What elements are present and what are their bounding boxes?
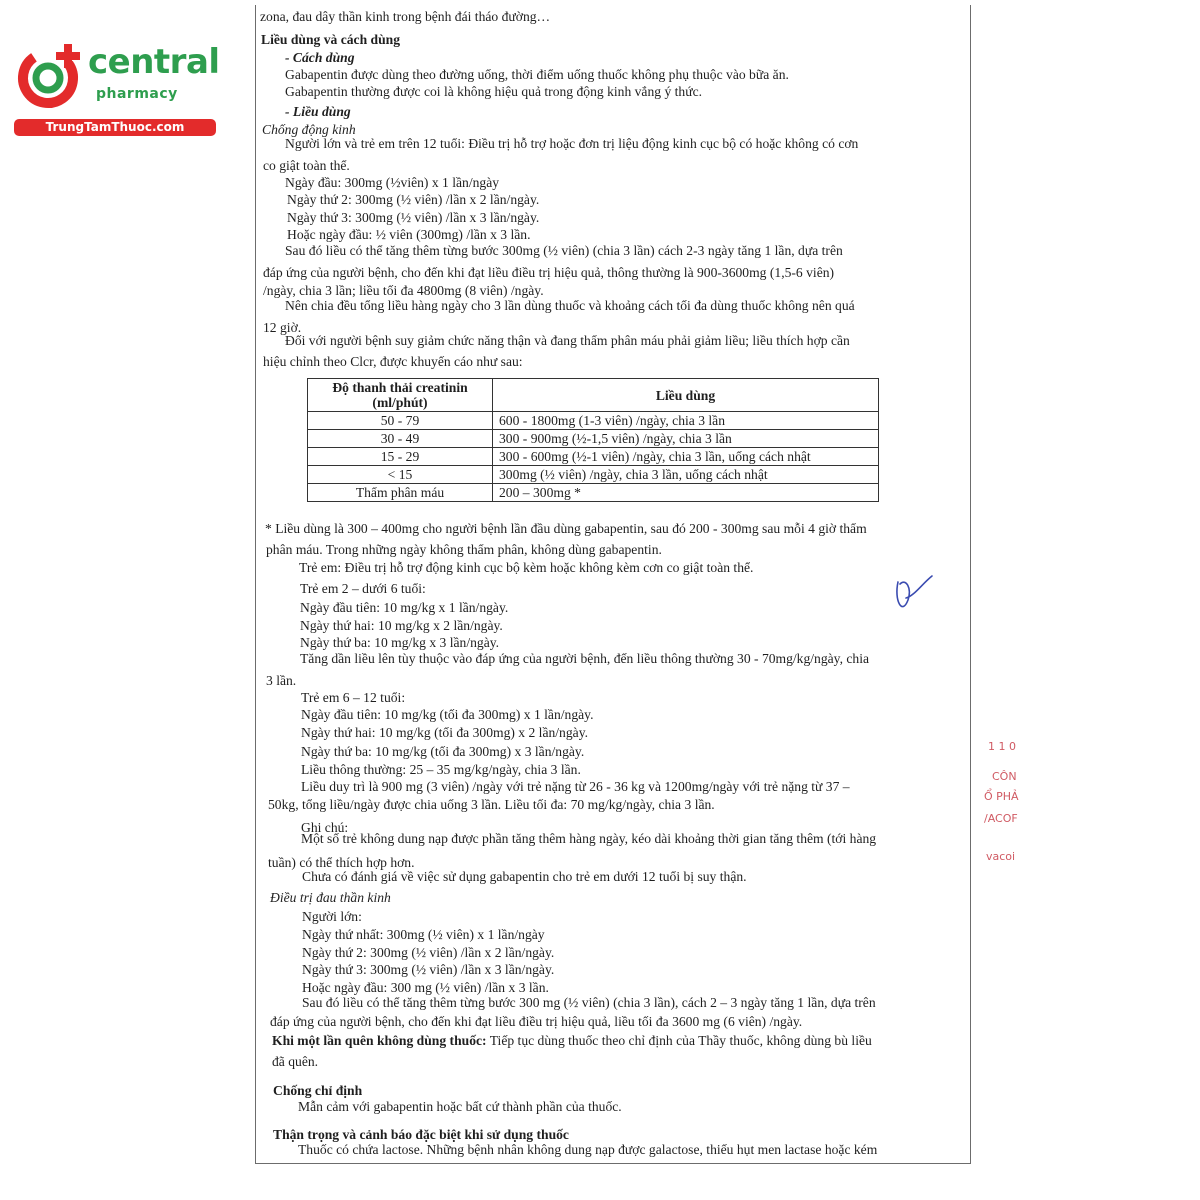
- section-heading-dosage: Liều dùng và cách dùng: [261, 32, 401, 47]
- signature-mark: [888, 570, 948, 620]
- doc-line: đáp ứng của người bệnh, cho đến khi đạt liều điều trị hiệu quả, liều tối đa 3600 mg (6 viên) /ngày.: [270, 1014, 803, 1029]
- doc-line: 50kg, tổng liều/ngày được chia uống 3 lần. Liều tối đa: 70 mg/kg/ngày, chia 3 lần.: [268, 797, 715, 812]
- table-header-dose: Liều dùng: [493, 379, 879, 412]
- logo-url-banner[interactable]: TrungTamThuoc.com: [14, 119, 216, 136]
- table-header-row: [308, 379, 879, 412]
- doc-line: tuần) có thể thích hợp hơn.: [268, 855, 415, 870]
- table-row: [308, 412, 879, 430]
- table-cell-dose: 300 - 600mg (½-1 viên) /ngày, chia 3 lần, uống cách nhật: [493, 448, 879, 466]
- doc-line: Liều thông thường: 25 – 35 mg/kg/ngày, chia 3 lần.: [301, 762, 581, 777]
- doc-line: Hoặc ngày đầu: ½ viên (300mg) /lần x 3 lần.: [287, 227, 531, 242]
- stamp-text: /ACOF: [984, 812, 1018, 825]
- table-cell-dose: 300 - 900mg (½-1,5 viên) /ngày, chia 3 lần: [493, 430, 879, 448]
- doc-line: Sau đó liều có thể tăng thêm từng bước 300mg (½ viên) (chia 3 lần) cách 2-3 ngày tăng 1 lần, dựa trên: [285, 243, 843, 258]
- doc-line: /ngày, chia 3 lần; liều tối đa 4800mg (8 viên) /ngày.: [263, 283, 544, 298]
- doc-line: Ngày đầu: 300mg (½viên) x 1 lần/ngày: [285, 175, 500, 190]
- doc-line: Ngày thứ ba: 10 mg/kg x 3 lần/ngày.: [300, 635, 500, 650]
- table-row: [308, 430, 879, 448]
- doc-line: đáp ứng của người bệnh, cho đến khi đạt liều điều trị hiệu quả, thông thường là 900-3600mg (1,5-6 viên): [263, 265, 835, 280]
- creatinine-clearance-table: [307, 378, 879, 502]
- stamp-text: vacoi: [986, 850, 1016, 863]
- doc-line: Gabapentin thường được coi là không hiệu quả trong động kinh vắng ý thức.: [285, 84, 703, 99]
- table-cell-crcl: 50 - 79: [308, 412, 493, 430]
- doc-line: co giật toàn thể.: [263, 158, 350, 173]
- table-cell-dose: 600 - 1800mg (1-3 viên) /ngày, chia 3 lần: [493, 412, 879, 430]
- subheading-dosage: - Liều dùng: [285, 104, 351, 119]
- doc-line: Ngày thứ 2: 300mg (½ viên) /lần x 2 lần/ngày.: [287, 192, 540, 207]
- company-stamp: [978, 600, 1018, 880]
- doc-line: đã quên.: [272, 1054, 319, 1069]
- doc-line: Ngày đầu tiên: 10 mg/kg (tối đa 300mg) x 1 lần/ngày.: [301, 707, 594, 722]
- doc-line: hiệu chỉnh theo Clcr, được khuyến cáo như sau:: [263, 354, 523, 369]
- missed-dose-heading: Khi một lần quên không dùng thuốc:: [272, 1033, 487, 1048]
- section-heading-contraindications: Chống chỉ định: [273, 1083, 363, 1098]
- logo-subtitle: pharmacy: [96, 86, 178, 102]
- logo-brand-name: central: [88, 42, 220, 82]
- doc-line: Thuốc có chứa lactose. Những bệnh nhân không dung nạp được galactose, thiếu hụt men lactase hoặc kém: [298, 1142, 878, 1157]
- table-row: [308, 484, 879, 502]
- missed-dose-text: Tiếp tục dùng thuốc theo chỉ định của Thầy thuốc, không dùng bù liều: [489, 1033, 872, 1048]
- doc-line: 12 giờ.: [263, 320, 302, 335]
- doc-line: Ngày thứ 3: 300mg (½ viên) /lần x 3 lần/ngày.: [302, 962, 555, 977]
- table-header-crcl: Độ thanh thải creatinin (ml/phút): [308, 379, 493, 412]
- central-c-logo-icon: [14, 40, 86, 112]
- doc-line: Trẻ em 2 – dưới 6 tuổi:: [300, 581, 426, 596]
- doc-line: Ngày thứ 3: 300mg (½ viên) /lần x 3 lần/ngày.: [287, 210, 540, 225]
- doc-line: 3 lần.: [266, 673, 297, 688]
- doc-line: phân máu. Trong những ngày không thẩm phân, không dùng gabapentin.: [266, 542, 662, 557]
- doc-line: Gabapentin được dùng theo đường uống, thời điểm uống thuốc không phụ thuộc vào bữa ăn.: [285, 67, 789, 82]
- subheading-anticonvulsant: Chống động kinh: [262, 122, 356, 137]
- stamp-text: 1 1 0: [988, 740, 1016, 753]
- table-cell-crcl: 15 - 29: [308, 448, 493, 466]
- doc-line: Trẻ em: Điều trị hỗ trợ động kinh cục bộ kèm hoặc không kèm cơn co giật toàn thể.: [299, 560, 754, 575]
- table-cell-dose: 200 – 300mg *: [493, 484, 879, 502]
- doc-line: zona, đau dây thần kinh trong bệnh đái tháo đường…: [260, 9, 551, 24]
- doc-line: Chưa có đánh giá về việc sử dụng gabapentin cho trẻ em dưới 12 tuổi bị suy thận.: [302, 869, 747, 884]
- doc-line: Liều duy trì là 900 mg (3 viên) /ngày với trẻ nặng từ 26 - 36 kg và 1200mg/ngày với trẻ nặng từ 37 –: [301, 779, 850, 794]
- table-cell-crcl: 30 - 49: [308, 430, 493, 448]
- doc-line: Ghi chú:: [301, 820, 349, 835]
- table-row: [308, 448, 879, 466]
- missed-dose-paragraph: [272, 1033, 872, 1049]
- stamp-text: CÔN: [992, 770, 1017, 783]
- doc-line: Sau đó liều có thể tăng thêm từng bước 300 mg (½ viên) (chia 3 lần), cách 2 – 3 ngày tăng 1 lần, dựa trên: [302, 995, 876, 1010]
- doc-line: Người lớn:: [302, 909, 362, 924]
- doc-line: Ngày thứ 2: 300mg (½ viên) /lần x 2 lần/ngày.: [302, 945, 555, 960]
- doc-line: Ngày thứ nhất: 300mg (½ viên) x 1 lần/ngày: [302, 927, 545, 942]
- doc-line: Ngày thứ ba: 10 mg/kg (tối đa 300mg) x 3 lần/ngày.: [301, 744, 585, 759]
- doc-line: Ngày đầu tiên: 10 mg/kg x 1 lần/ngày.: [300, 600, 509, 615]
- section-heading-precautions: Thận trọng và cảnh báo đặc biệt khi sử dụng thuốc: [273, 1127, 569, 1142]
- stamp-text: Ổ PHẢ: [984, 790, 1019, 803]
- doc-line: Tăng dần liều lên tùy thuộc vào đáp ứng của người bệnh, đến liều thông thường 30 - 70mg/kg/ngày, chia: [300, 651, 870, 666]
- table-cell-crcl: < 15: [308, 466, 493, 484]
- doc-line: Ngày thứ hai: 10 mg/kg x 2 lần/ngày.: [300, 618, 503, 633]
- doc-line: Ngày thứ hai: 10 mg/kg (tối đa 300mg) x 2 lần/ngày.: [301, 725, 589, 740]
- table-row: [308, 466, 879, 484]
- doc-line: Một số trẻ không dung nạp được phần tăng thêm hàng ngày, kéo dài khoảng thời gian tăng thêm (tới hàng: [301, 831, 877, 846]
- table-cell-dose: 300mg (½ viên) /ngày, chia 3 lần, uống cách nhật: [493, 466, 879, 484]
- subheading-neuropathic-pain: Điều trị đau thần kinh: [270, 890, 391, 905]
- table-cell-crcl: Thẩm phân máu: [308, 484, 493, 502]
- doc-line: Đối với người bệnh suy giảm chức năng thận và đang thẩm phân máu phải giảm liều; liều thích hợp cần: [285, 333, 850, 348]
- doc-line: Mẫn cảm với gabapentin hoặc bất cứ thành phần của thuốc.: [298, 1099, 622, 1114]
- doc-line: Hoặc ngày đầu: 300 mg (½ viên) /lần x 3 lần.: [302, 980, 549, 995]
- subheading-administration: - Cách dùng: [285, 50, 355, 65]
- doc-line: Trẻ em 6 – 12 tuổi:: [301, 690, 406, 705]
- doc-line: * Liều dùng là 300 – 400mg cho người bệnh lần đầu dùng gabapentin, sau đó 200 - 300mg sau mỗi 4 giờ thẩm: [265, 521, 867, 536]
- central-pharmacy-logo[interactable]: [8, 36, 218, 136]
- doc-line: Nên chia đều tổng liều hàng ngày cho 3 lần dùng thuốc và khoảng cách tối đa dùng thuốc không nên quá: [285, 298, 855, 313]
- doc-line: Người lớn và trẻ em trên 12 tuổi: Điều trị hỗ trợ hoặc đơn trị liệu động kinh cục bộ có hoặc không có cơn: [285, 136, 859, 151]
